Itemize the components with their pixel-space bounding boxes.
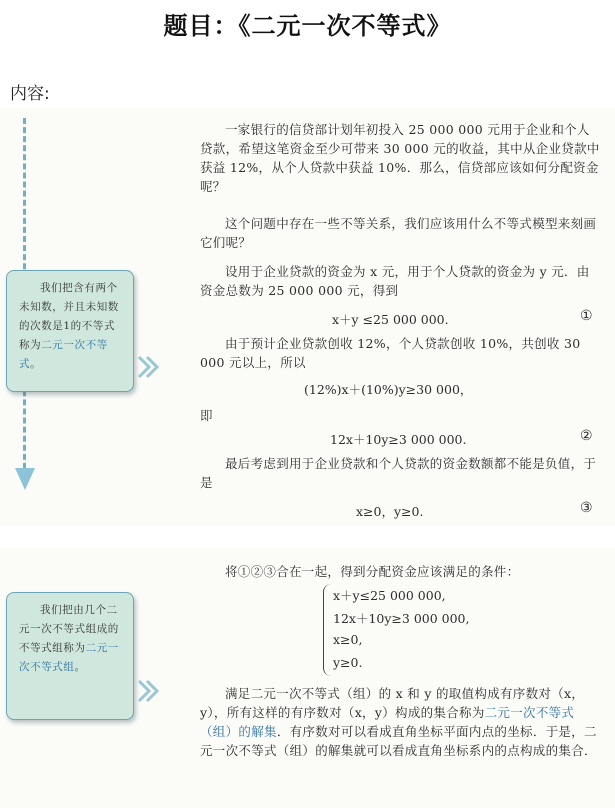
side-note-text: 我们把含有两个未知数，并且未知数的次数是1的不等式称为 xyxy=(19,282,119,351)
equation-1: x＋y ≤25 000 000. xyxy=(332,312,449,327)
equation-2-number: ② xyxy=(580,428,593,444)
side-note-definition-inequality xyxy=(6,270,134,392)
paragraph-combine: 将①②③合在一起，得到分配资金应该满足的条件： xyxy=(225,564,520,579)
content-label: 内容: xyxy=(10,84,50,104)
paragraph-revenue: 由于预计企业贷款创收 12%，个人贷款创收 10%，共创收 30 000 元以上，所以 xyxy=(200,336,581,370)
paragraph-question: 这个问题中存在一些不等关系，我们应该用什么不等式模型来刻画它们呢？ xyxy=(200,216,597,250)
equation-3: x≥0，y≥0. xyxy=(356,504,424,519)
side-note-definition-system xyxy=(6,592,134,720)
system-line-3: x≥0, xyxy=(333,632,363,647)
down-arrow-icon xyxy=(15,468,35,490)
system-line-2: 12x＋10y≥3 000 000, xyxy=(333,611,470,626)
system-brace xyxy=(323,584,332,676)
equation-2: 12x＋10y≥3 000 000. xyxy=(330,432,467,447)
paragraph-nonnegative: 最后考虑到用于企业贷款和个人贷款的资金数额都不能是负值，于是 xyxy=(200,456,597,490)
system-line-1: x＋y≤25 000 000, xyxy=(333,588,446,603)
side-note-end: 。 xyxy=(74,661,86,673)
page-title: 题目：《二元一次不等式》 xyxy=(163,12,452,40)
equation-1-number: ① xyxy=(580,308,593,324)
equation-3-number: ③ xyxy=(580,500,593,516)
solution-set-text: 满足二元一次不等式（组）的 x 和 y 的取值构成有序数对（x，y），所有这样的有序数对（x，y）构成的集合称为 xyxy=(200,686,585,720)
side-note-term: 二元一次不等式 xyxy=(19,339,108,370)
paragraph-setup: 设用于企业贷款的资金为 x 元，用于个人贷款的资金为 y 元．由资金总数为 25 000 000 元，得到 xyxy=(200,264,590,298)
paragraph-solution-set xyxy=(200,684,602,760)
paragraph-problem: 一家银行的信贷部计划年初投入 25 000 000 元用于企业和个人贷款，希望这笔资金至少可带来 30 000 元的收益，其中从企业贷款中获益 12%，从个人贷款中获益 10%．那么，信贷部应该如何分配资金呢？ xyxy=(200,122,600,194)
side-note-term: 二元一次不等式组 xyxy=(19,642,119,673)
solution-set-text-end: ．有序数对可以看成直角坐标平面内点的坐标．于是，二元一次不等式（组）的解集就可以看成直角坐标系内的点构成的集合． xyxy=(200,724,597,758)
word-ji: 即 xyxy=(200,408,213,423)
solution-set-term: 二元一次不等式（组）的解集 xyxy=(200,705,575,739)
equation-percent: (12%)x＋(10%)y≥30 000， xyxy=(304,382,473,397)
chevron-right-icon xyxy=(136,678,162,704)
system-line-4: y≥0. xyxy=(333,655,363,670)
chevron-right-icon xyxy=(136,354,162,380)
side-note-end: 。 xyxy=(30,358,42,370)
side-note-text: 我们把由几个二元一次不等式组成的不等式组称为 xyxy=(19,604,119,654)
